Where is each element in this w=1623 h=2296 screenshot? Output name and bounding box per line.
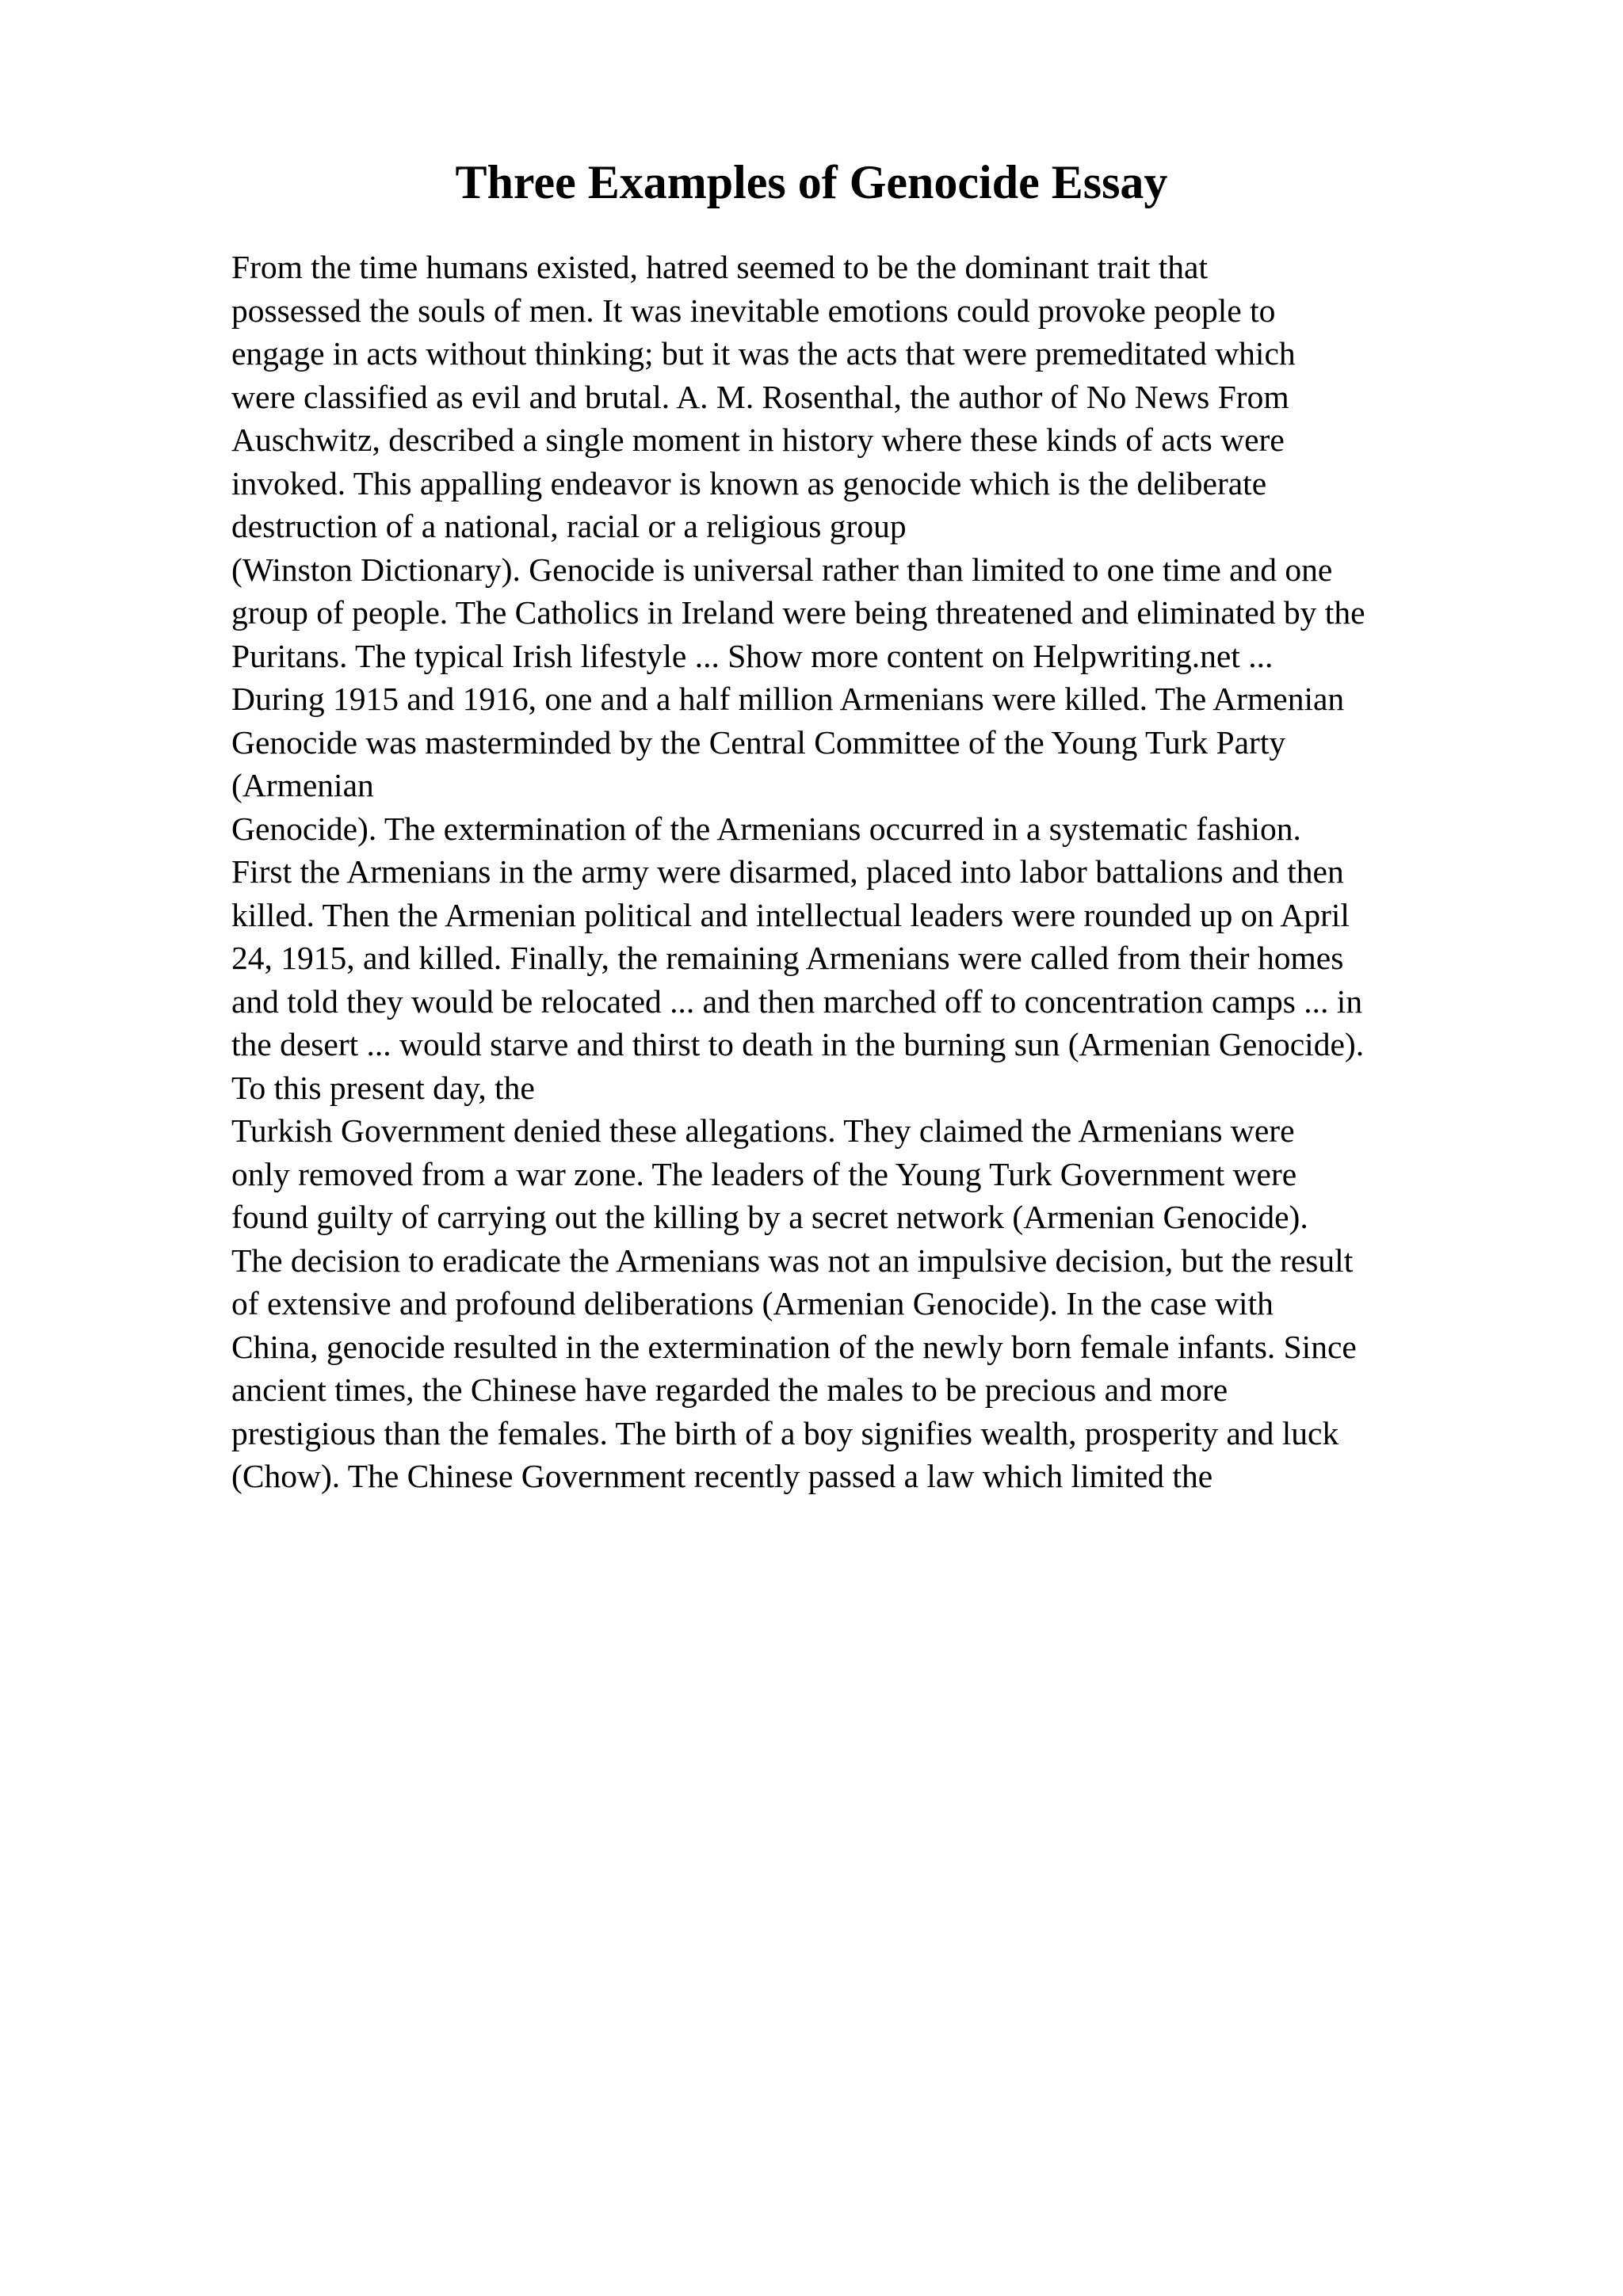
essay-line: (Winston Dictionary). Genocide is universal rather than limited to one time and one bbox=[231, 551, 1333, 588]
essay-line: group of people. The Catholics in Ireland were being threatened and eliminated by the bbox=[231, 594, 1365, 631]
essay-line: possessed the souls of men. It was inevitable emotions could provoke people to bbox=[231, 292, 1276, 329]
essay-line: were classified as evil and brutal. A. M. Rosenthal, the author of No News From bbox=[231, 378, 1289, 415]
essay-line: The decision to eradicate the Armenians was not an impulsive decision, but the result bbox=[231, 1241, 1354, 1279]
essay-line: ancient times, the Chinese have regarded the males to be precious and more bbox=[231, 1371, 1228, 1408]
essay-line: Puritans. The typical Irish lifestyle ... Show more content on Helpwriting.net ... bbox=[231, 637, 1274, 674]
essay-line: (Chow). The Chinese Government recently passed a law which limited the bbox=[231, 1458, 1213, 1494]
essay-line: From the time humans existed, hatred seemed to be the dominant trait that bbox=[231, 249, 1209, 285]
essay-line: engage in acts without thinking; but it was the acts that were premeditated which bbox=[231, 335, 1296, 372]
essay-line: During 1915 and 1916, one and a half million Armenians were killed. The Armenian bbox=[231, 681, 1345, 717]
essay-line: found guilty of carrying out the killing by a secret network (Armenian Genocide). bbox=[231, 1199, 1308, 1235]
essay-line: destruction of a national, racial or a religious group bbox=[231, 508, 907, 544]
essay-line: 24, 1915, and killed. Finally, the remaining Armenians were called from their homes bbox=[231, 940, 1344, 976]
essay-line: To this present day, the bbox=[231, 1069, 535, 1106]
essay-body bbox=[231, 246, 1594, 1498]
essay-line: First the Armenians in the army were disarmed, placed into labor battalions and then bbox=[231, 853, 1344, 890]
essay-line: Genocide). The extermination of the Armenians occurred in a systematic fashion. bbox=[231, 810, 1301, 847]
essay-line: China, genocide resulted in the extermination of the newly born female infants. Since bbox=[231, 1328, 1357, 1365]
essay-line: (Armenian bbox=[231, 767, 374, 803]
essay-line: only removed from a war zone. The leaders of the Young Turk Government were bbox=[231, 1155, 1297, 1192]
essay-line: Genocide was masterminded by the Central Committee of the Young Turk Party bbox=[231, 723, 1286, 761]
essay-line: and told they would be relocated ... and then marched off to concentration camps ... in bbox=[231, 982, 1363, 1020]
essay-line: Turkish Government denied these allegations. They claimed the Armenians were bbox=[231, 1112, 1295, 1149]
essay-line: of extensive and profound deliberations (Armenian Genocide). In the case with bbox=[231, 1285, 1274, 1322]
essay-line: prestigious than the females. The birth of a boy signifies wealth, prosperity and luck bbox=[231, 1414, 1339, 1451]
essay-line: the desert ... would starve and thirst to death in the burning sun (Armenian Genocide). bbox=[231, 1026, 1365, 1062]
essay-line: invoked. This appalling endeavor is known as genocide which is the deliberate bbox=[231, 464, 1267, 502]
essay-title: Three Examples of Genocide Essay bbox=[455, 156, 1168, 208]
essay-line: Auschwitz, described a single moment in history where these kinds of acts were bbox=[231, 421, 1285, 458]
essay-line: killed. Then the Armenian political and intellectual leaders were rounded up on April bbox=[231, 896, 1350, 933]
